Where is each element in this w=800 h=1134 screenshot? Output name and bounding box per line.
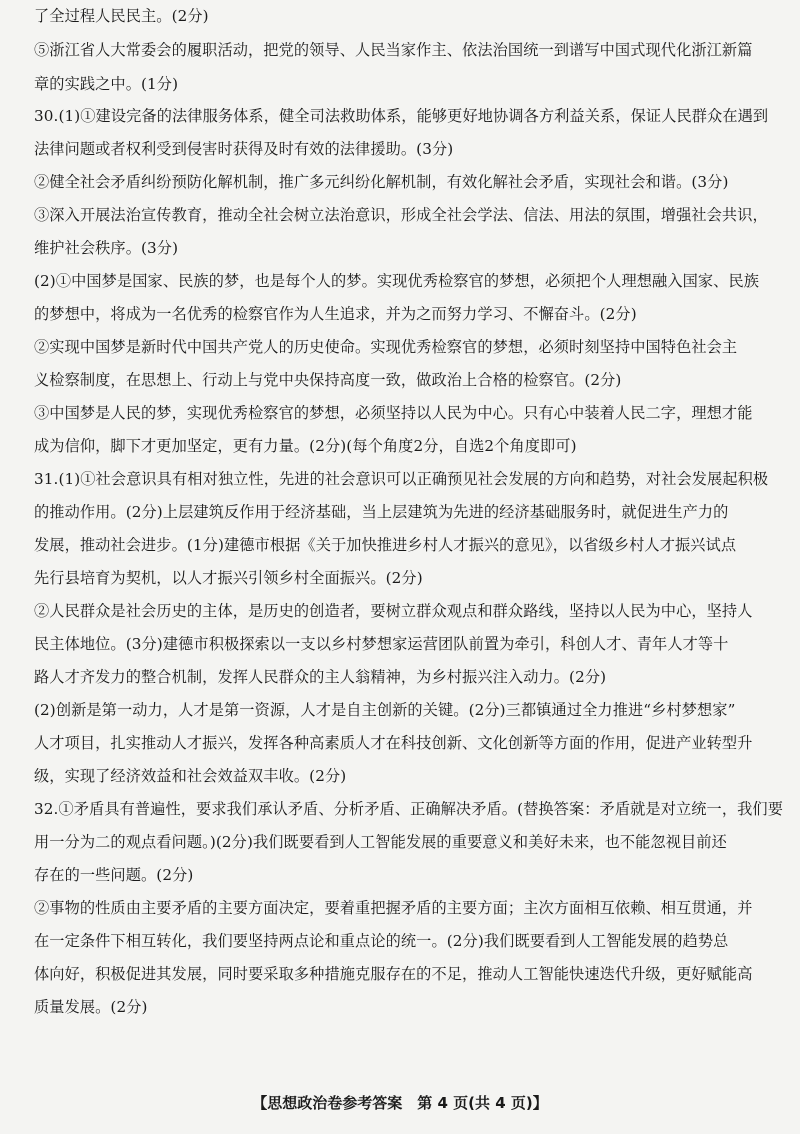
text-line: 章的实践之中。(1分) <box>34 75 179 93</box>
text-line: 路人才齐发力的整合机制，发挥人民群众的主人翁精神，为乡村振兴注入动力。(2分) <box>34 668 607 686</box>
text-line: 法律问题或者权利受到侵害时获得及时有效的法律援助。(3分) <box>34 140 454 158</box>
text-line: 民主体地位。(3分)建德市积极探索以一支以乡村梦想家运营团队前置为牵引，科创人才、青年人才等十 <box>34 635 729 653</box>
text-line: 成为信仰，脚下才更加坚定，更有力量。(2分)(每个角度2分，自选2个角度即可) <box>34 437 577 455</box>
text-line: 在一定条件下相互转化，我们要坚持两点论和重点论的统一。(2分)我们既要看到人工智能发展的趋势总 <box>34 932 729 950</box>
text-line: 人才项目，扎实推动人才振兴，发挥各种高素质人才在科技创新、文化创新等方面的作用，促进产业转型升 <box>34 734 753 752</box>
text-line: ②事物的性质由主要矛盾的主要方面决定，要着重把握矛盾的主要方面；主次方面相互依赖、相互贯通，并 <box>34 899 753 917</box>
page-footer: 【思想政治卷参考答案 第 4 页(共 4 页)】 <box>252 1094 548 1112</box>
text-line: 级，实现了经济效益和社会效益双丰收。(2分) <box>34 767 347 785</box>
text-line: 体向好，积极促进其发展，同时要采取多种措施克服存在的不足，推动人工智能快速迭代升级，更好赋能高 <box>34 965 753 983</box>
text-line: ⑤浙江省人大常委会的履职活动，把党的领导、人民当家作主、依法治国统一到谱写中国式现代化浙江新篇 <box>34 41 753 59</box>
text-line: ③中国梦是人民的梦，实现优秀检察官的梦想，必须坚持以人民为中心。只有心中装着人民二字，理想才能 <box>34 404 753 422</box>
question-31-line: 31.(1)①社会意识具有相对独立性，先进的社会意识可以正确预见社会发展的方向和趋势，对社会发展起积极 <box>34 470 769 488</box>
text-line: (2)创新是第一动力，人才是第一资源，人才是自主创新的关键。(2分)三都镇通过全力推进“乡村梦想家” <box>34 701 736 719</box>
text-line: 义检察制度，在思想上、行动上与党中央保持高度一致，做政治上合格的检察官。(2分) <box>34 371 622 389</box>
text-line: 的推动作用。(2分)上层建筑反作用于经济基础，当上层建筑为先进的经济基础服务时，就促进生产力的 <box>34 503 729 521</box>
text-line: 的梦想中，将成为一名优秀的检察官作为人生追求，并为之而努力学习、不懈奋斗。(2分) <box>34 305 637 323</box>
text-line: 用一分为二的观点看问题。)(2分)我们既要看到人工智能发展的重要意义和美好未来，也不能忽视目前还 <box>34 833 727 851</box>
text-line: ③深入开展法治宣传教育，推动全社会树立法治意识，形成全社会学法、信法、用法的氛围，增强社会共识， <box>34 206 768 224</box>
text-line: (2)①中国梦是国家、民族的梦，也是每个人的梦。实现优秀检察官的梦想，必须把个人理想融入国家、民族 <box>34 272 760 290</box>
question-32-line: 32.①矛盾具有普遍性，要求我们承认矛盾、分析矛盾、正确解决矛盾。(替换答案：矛盾就是对立统一，我们要 <box>34 800 783 818</box>
text-line: 了全过程人民民主。(2分) <box>34 7 209 25</box>
question-30-line: 30.(1)①建设完备的法律服务体系，健全司法救助体系，能够更好地协调各方利益关系，保证人民群众在遇到 <box>34 107 769 125</box>
text-line: 维护社会秩序。(3分) <box>34 239 179 257</box>
text-line: 先行县培育为契机，以人才振兴引领乡村全面振兴。(2分) <box>34 569 423 587</box>
text-line: 发展，推动社会进步。(1分)建德市根据《关于加快推进乡村人才振兴的意见》，以省级乡村人才振兴试点 <box>34 536 737 554</box>
text-line: ②人民群众是社会历史的主体，是历史的创造者，要树立群众观点和群众路线，坚持以人民为中心，坚持人 <box>34 602 753 620</box>
text-line: ②健全社会矛盾纠纷预防化解机制，推广多元纠纷化解机制，有效化解社会矛盾，实现社会和谐。(3分) <box>34 173 729 191</box>
text-line: 质量发展。(2分) <box>34 998 148 1016</box>
text-line: ②实现中国梦是新时代中国共产党人的历史使命。实现优秀检察官的梦想，必须时刻坚持中国特色社会主 <box>34 338 738 356</box>
text-line: 存在的一些问题。(2分) <box>34 866 194 884</box>
